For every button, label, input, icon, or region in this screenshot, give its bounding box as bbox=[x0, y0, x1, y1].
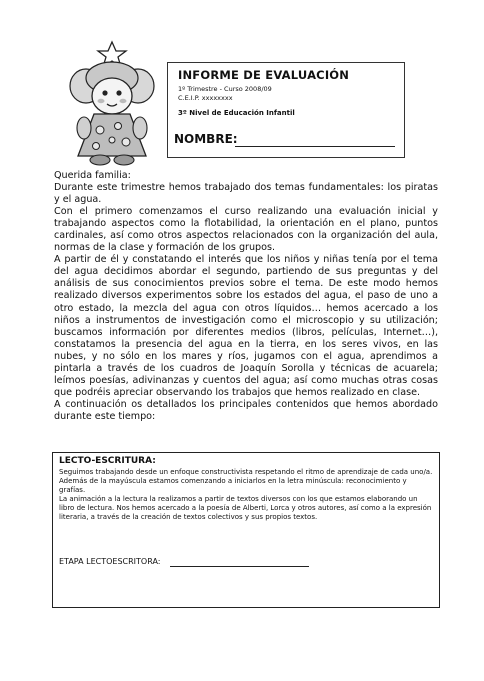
term-line: 1º Trimestre - Curso 2008/09 bbox=[178, 85, 272, 93]
name-label: NOMBRE: bbox=[174, 132, 238, 146]
family-letter bbox=[54, 170, 438, 423]
etapa-label: ETAPA LECTOESCRITORA: bbox=[59, 557, 161, 566]
name-field-line[interactable] bbox=[235, 146, 395, 147]
lecto-escritura-text bbox=[59, 468, 433, 522]
report-title: INFORME DE EVALUACIÓN bbox=[178, 68, 350, 82]
letter-paragraph: Durante este trimestre hemos trabajado dos temas fundamentales: los piratas y el agua. bbox=[54, 182, 438, 206]
lecto-escritura-box bbox=[52, 452, 440, 608]
etapa-field-line[interactable] bbox=[170, 566, 309, 567]
doll-girl-christmas-icon bbox=[62, 40, 162, 168]
letter-paragraph: A partir de él y constatando el interés que los niños y niñas tenía por el tema del agua decidimos abordar el segundo, partiendo de sus preguntas y del análisis de sus conocimientos previos sobre el tema. De este modo hemos realizado diversos experimentos sobre los estados del agua, el paso de uno a otro estado, la mezcla del agua con otros líquidos… hemos acercado a los niños a instrumentos de investigación como el microscopio y su utilización; buscamos información por diferentes medios (libros, películas, Internet…), constatamos la presencia del agua en la tierra, en los seres vivos, en las nubes, y no sólo en los mares y ríos, jugamos con el agua, aprendimos a pintarla a través de los cuadros de Joaquín Sorolla y técnicas de acuarela; leímos poesías, adivinanzas y cuentos del agua; así como muchas otras cosas que podréis apreciar observando los trabajos que hemos realizado en clase. bbox=[54, 254, 438, 398]
lecto-paragraph: Seguimos trabajando desde un enfoque constructivista respetando el ritmo de aprendizaje de cada uno/a. Además de la mayúscula estamos comenzando a iniciarlos en la letra minúscula: reconocimiento y grafías. bbox=[59, 468, 433, 495]
letter-paragraph: A continuación os detallados los principales contenidos que hemos abordado durante este tiempo: bbox=[54, 398, 438, 422]
letter-greeting: Querida familia: bbox=[54, 170, 131, 181]
letter-paragraph: Con el primero comenzamos el curso realizando una evaluación inicial y trabajando aspectos como la flotabilidad, la orientación en el plano, puntos cardinales, así como otros aspectos relacionados con la organización del aula, normas de la clase y formación de los grupos. bbox=[54, 206, 438, 254]
lecto-escritura-title: LECTO-ESCRITURA: bbox=[59, 456, 156, 466]
lecto-paragraph: La animación a la lectura la realizamos a partir de textos diversos con los que estamos elaborando un libro de lectura. Nos hemos acercado a la poesía de Alberti, Lorca y otros autores, así como a la expresión literaria, a través de la creación de textos colectivos y sus propios textos. bbox=[59, 495, 432, 522]
report-header-box bbox=[167, 62, 405, 158]
level-line: 3º Nivel de Educación Infantil bbox=[178, 109, 295, 117]
school-line: C.E.I.P. xxxxxxxx bbox=[178, 94, 233, 102]
